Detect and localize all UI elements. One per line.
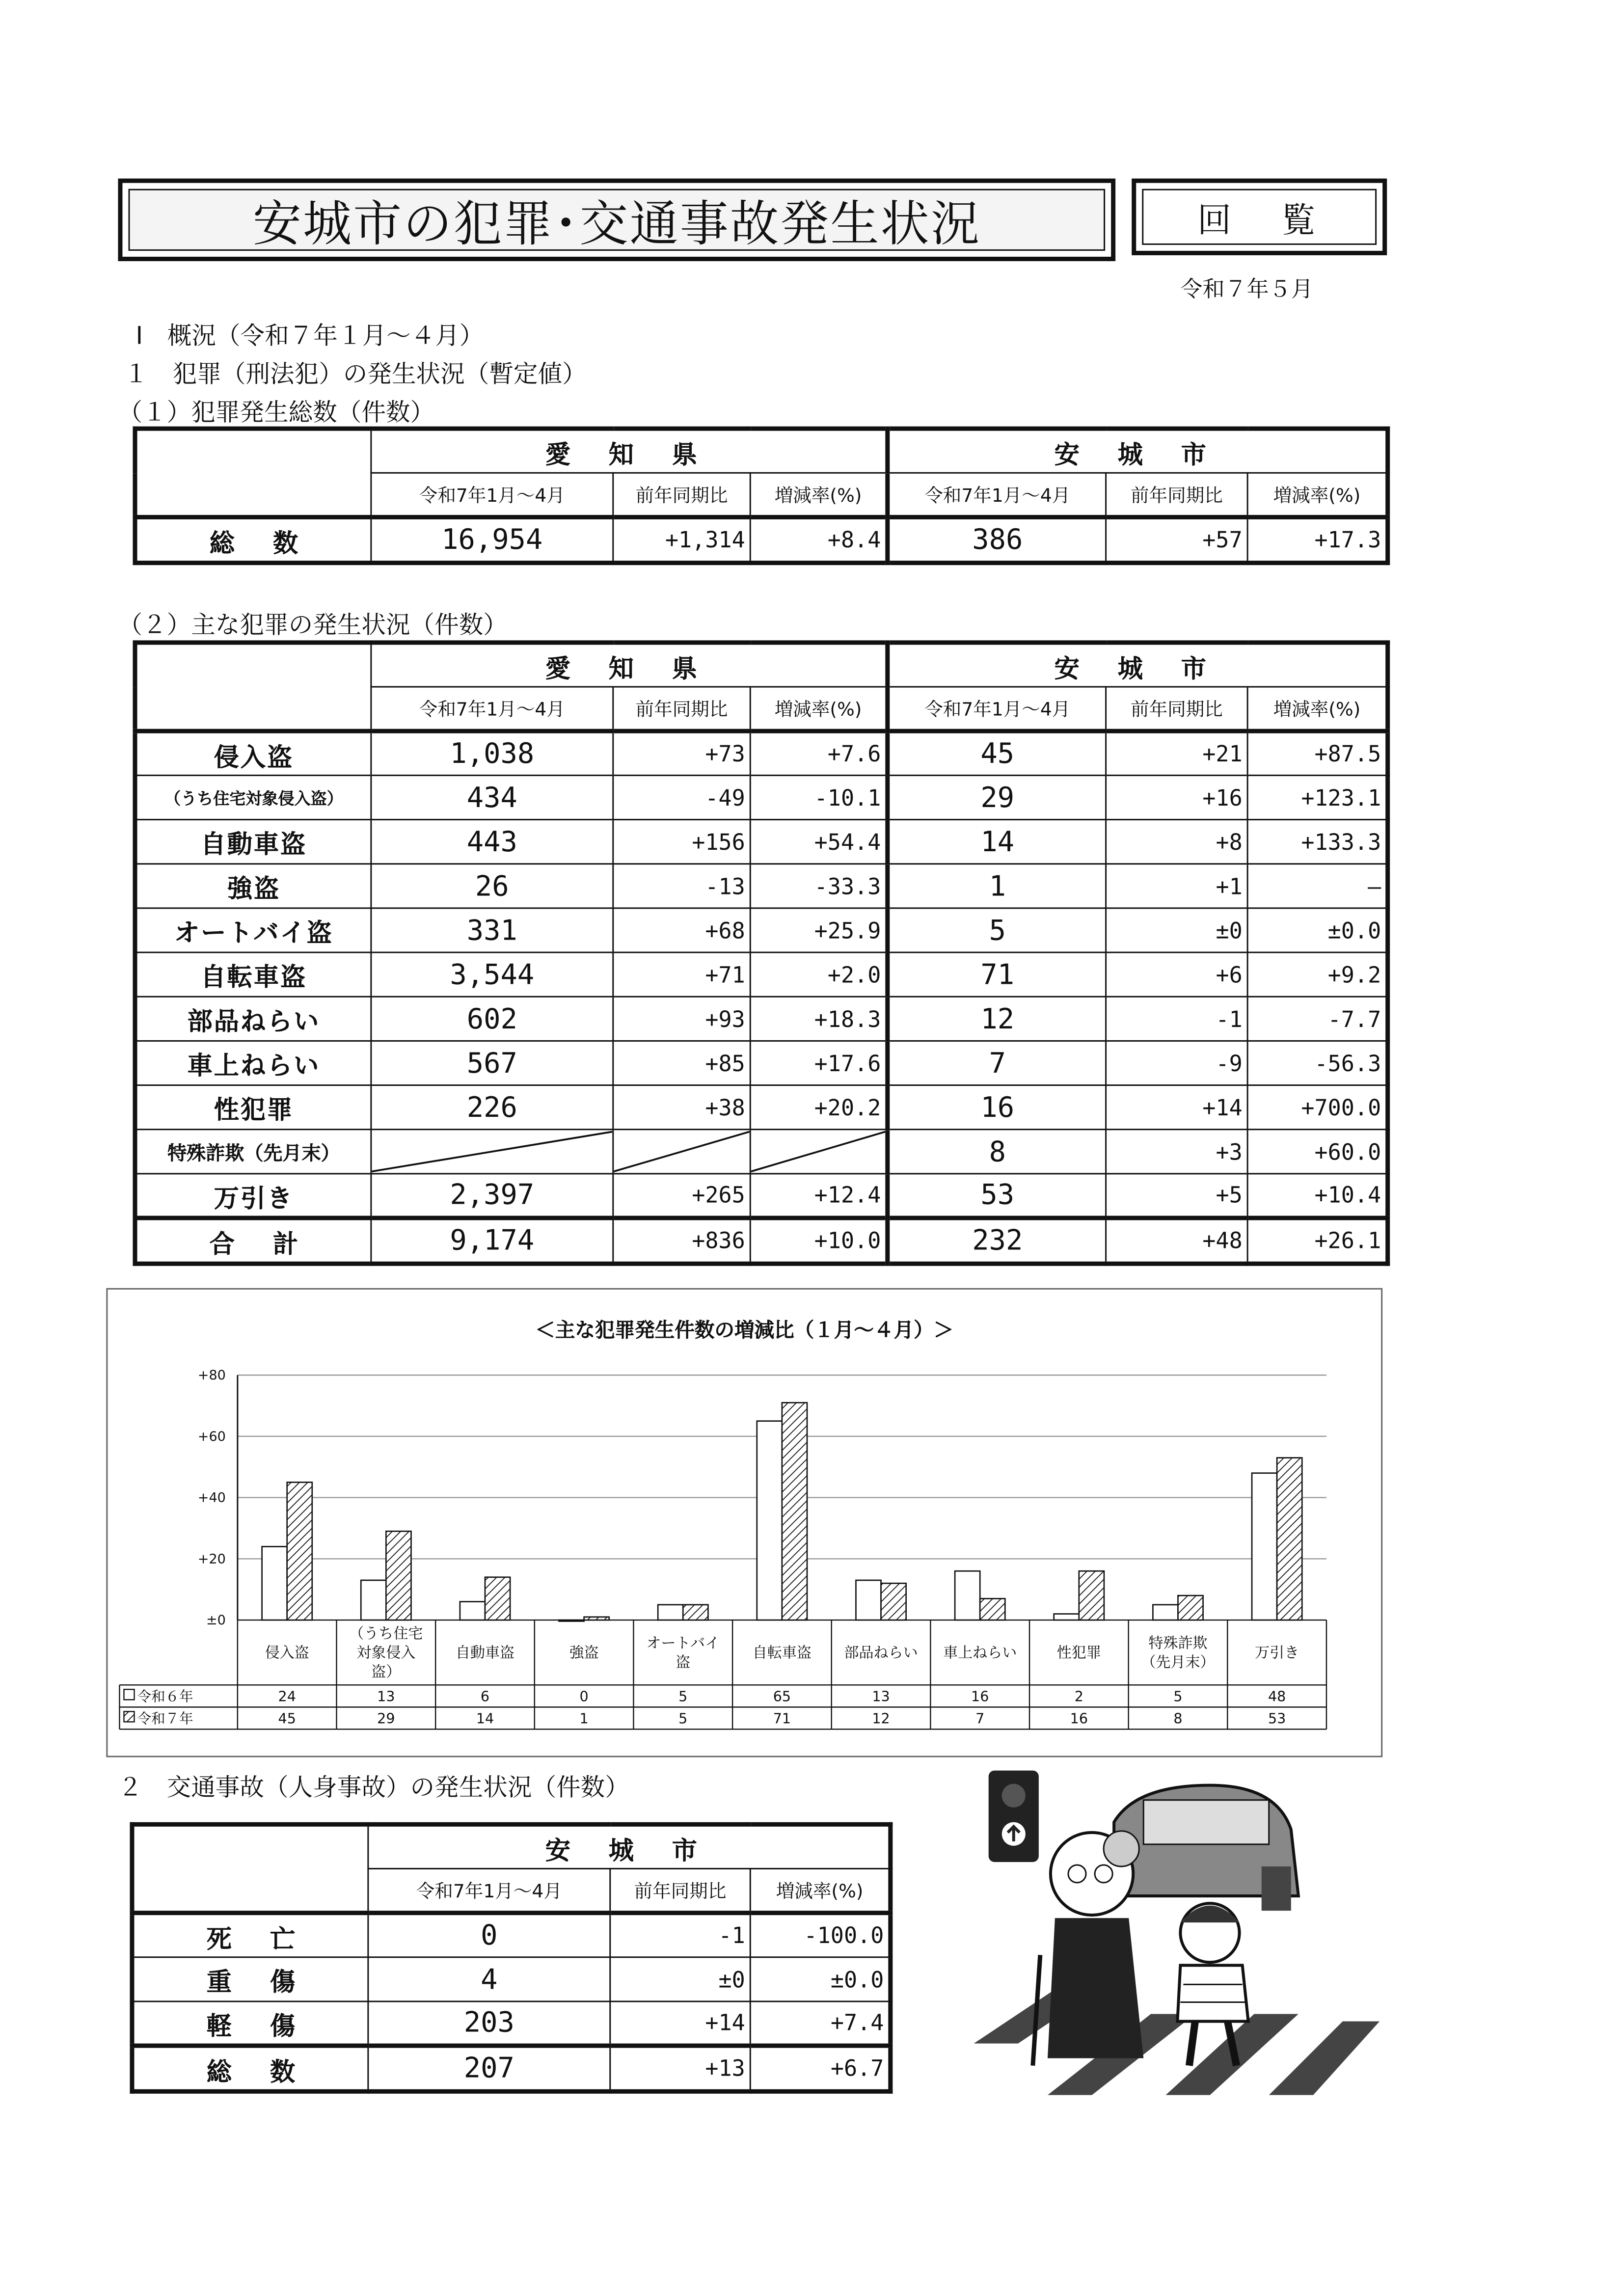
- anjo-rate: ―: [1247, 864, 1388, 908]
- row-label: オートバイ盗: [135, 908, 371, 952]
- anjo-diff: -1: [1106, 997, 1248, 1041]
- data-label: 13: [872, 1688, 890, 1705]
- table-row: [135, 1085, 1388, 1130]
- table-row: [135, 908, 1388, 952]
- bar-chart: [108, 1290, 1381, 1756]
- anjo-diff: +13: [610, 2046, 751, 2091]
- header-anjo: 安 城 市: [888, 643, 1388, 687]
- bar: [262, 1546, 287, 1620]
- data-label: 0: [579, 1688, 589, 1705]
- not-applicable-slash: [750, 1130, 888, 1174]
- anjo-diff: +5: [1106, 1174, 1248, 1218]
- data-label: 53: [1268, 1710, 1286, 1727]
- bar: [757, 1421, 782, 1620]
- anjo-rate: -100.0: [750, 1913, 891, 1957]
- aichi-count: 1,038: [371, 731, 613, 775]
- data-label: 13: [377, 1688, 395, 1705]
- row-label: 車上ねらい: [135, 1041, 371, 1085]
- bar: [1054, 1614, 1079, 1620]
- data-label: 14: [476, 1710, 494, 1727]
- header-anjo: 安 城 市: [888, 429, 1388, 473]
- aichi-count: 602: [371, 997, 613, 1041]
- x-tick-label: （うち住宅: [349, 1625, 423, 1643]
- heading-overview: Ⅰ 概況（令和７年１月～４月）: [135, 322, 484, 350]
- data-label: 5: [678, 1710, 688, 1727]
- circulation-box: [1132, 179, 1387, 255]
- aichi-diff: +93: [613, 997, 751, 1041]
- anjo-count: 29: [888, 775, 1106, 819]
- heading-total-crime: （１）犯罪発生総数（件数）: [118, 398, 435, 427]
- bar: [955, 1571, 980, 1620]
- anjo-count: 16: [888, 1085, 1106, 1130]
- grandmother-icon: [1033, 1831, 1143, 2066]
- col-rate: 増減率(%): [750, 687, 888, 731]
- col-period: 令和7年1月～4月: [371, 473, 613, 517]
- header-aichi: 愛 知 県: [371, 429, 888, 473]
- table-row: [135, 517, 1388, 563]
- car-icon: [1114, 1785, 1298, 1911]
- aichi-diff: +156: [613, 820, 751, 864]
- col-yoy: 前年同期比: [1106, 473, 1248, 517]
- anjo-count: 1: [888, 864, 1106, 908]
- bar: [1277, 1458, 1302, 1621]
- row-label: 総数: [132, 2046, 368, 2091]
- chart-title: ＜主な犯罪発生件数の増減比（１月～４月）＞: [535, 1319, 954, 1343]
- x-tick-label: 強盗: [569, 1644, 599, 1662]
- anjo-rate: +700.0: [1247, 1085, 1388, 1130]
- aichi-diff: +836: [613, 1218, 751, 1264]
- data-label: 8: [1173, 1710, 1183, 1727]
- row-label: （うち住宅対象侵入盗）: [135, 775, 371, 819]
- aichi-diff: -13: [613, 864, 751, 908]
- anjo-diff: -1: [610, 1913, 751, 1957]
- aichi-rate: +18.3: [750, 997, 888, 1041]
- anjo-count: 45: [888, 731, 1106, 775]
- circulation-label: 回覧: [1142, 189, 1377, 245]
- bar: [386, 1531, 411, 1620]
- heading-traffic: ２ 交通事故（人身事故）の発生状況（件数）: [118, 1773, 629, 1802]
- page-title: 安城市の犯罪･交通事故発生状況: [128, 189, 1105, 251]
- aichi-rate: +25.9: [750, 908, 888, 952]
- aichi-rate: +20.2: [750, 1085, 888, 1130]
- col-period: 令和7年1月～4月: [368, 1868, 610, 1913]
- anjo-count: 7: [888, 1041, 1106, 1085]
- total-crime-table: [133, 427, 1390, 566]
- table-corner: [135, 429, 371, 517]
- row-label: 合計: [135, 1218, 371, 1264]
- aichi-count: 567: [371, 1041, 613, 1085]
- aichi-count: 9,174: [371, 1218, 613, 1264]
- data-label: 29: [377, 1710, 395, 1727]
- legend-swatch: [124, 1689, 134, 1700]
- anjo-rate: +7.4: [750, 2001, 891, 2046]
- table-row: [135, 820, 1388, 864]
- bar: [1252, 1473, 1277, 1620]
- anjo-count: 71: [888, 952, 1106, 997]
- anjo-diff: +8: [1106, 820, 1248, 864]
- table-row: [135, 864, 1388, 908]
- bar: [980, 1598, 1005, 1620]
- aichi-count: 226: [371, 1085, 613, 1130]
- x-tick-label: 車上ねらい: [943, 1644, 1017, 1662]
- aichi-diff: +68: [613, 908, 751, 952]
- anjo-rate: +26.1: [1247, 1218, 1388, 1264]
- y-tick-label: +20: [197, 1551, 226, 1567]
- table-row: [135, 1041, 1388, 1085]
- bar: [856, 1580, 881, 1620]
- data-label: 5: [1173, 1688, 1183, 1705]
- anjo-diff: -9: [1106, 1041, 1248, 1085]
- x-tick-label: オートバイ: [646, 1635, 720, 1652]
- row-label: 重傷: [132, 1957, 368, 2001]
- anjo-count: 53: [888, 1174, 1106, 1218]
- aichi-rate: +7.6: [750, 731, 888, 775]
- data-label: 6: [480, 1688, 490, 1705]
- not-applicable-slash: [613, 1130, 751, 1174]
- data-label: 48: [1268, 1688, 1286, 1705]
- col-yoy: 前年同期比: [613, 473, 751, 517]
- x-tick-label: 性犯罪: [1056, 1644, 1101, 1662]
- table-row: [135, 952, 1388, 997]
- aichi-diff: +85: [613, 1041, 751, 1085]
- col-rate: 増減率(%): [750, 1868, 891, 1913]
- anjo-rate: +133.3: [1247, 820, 1388, 864]
- data-label: 16: [971, 1688, 989, 1705]
- aichi-diff: -49: [613, 775, 751, 819]
- anjo-diff: +1: [1106, 864, 1248, 908]
- row-label: 侵入盗: [135, 731, 371, 775]
- anjo-diff: +3: [1106, 1130, 1248, 1174]
- data-label: 2: [1074, 1688, 1083, 1705]
- bar: [584, 1617, 609, 1620]
- anjo-diff: +6: [1106, 952, 1248, 997]
- bar: [1079, 1571, 1104, 1620]
- row-label: 万引き: [135, 1174, 371, 1218]
- x-tick-label: 盗: [676, 1654, 691, 1672]
- y-tick-label: +60: [197, 1429, 226, 1444]
- x-tick-label: 侵入盗: [265, 1644, 309, 1662]
- table-row: [135, 1174, 1388, 1218]
- anjo-rate: -56.3: [1247, 1041, 1388, 1085]
- table-row: [135, 1130, 1388, 1174]
- legend-label: 令和６年: [137, 1688, 193, 1705]
- not-applicable-slash: [371, 1130, 613, 1174]
- row-label: 死亡: [132, 1913, 368, 1957]
- col-rate: 増減率(%): [750, 473, 888, 517]
- aichi-rate: +8.4: [750, 517, 888, 563]
- data-label: 7: [975, 1710, 985, 1727]
- aichi-count: 443: [371, 820, 613, 864]
- anjo-diff: +14: [610, 2001, 751, 2046]
- table-row: [132, 1913, 891, 1957]
- bar: [683, 1605, 708, 1620]
- table-corner: [132, 1824, 368, 1913]
- anjo-diff: +57: [1106, 517, 1248, 563]
- data-label: 16: [1070, 1710, 1088, 1727]
- chart-frame: [106, 1288, 1382, 1757]
- bar: [485, 1577, 510, 1620]
- data-label: 45: [278, 1710, 296, 1727]
- aichi-rate: +17.6: [750, 1041, 888, 1085]
- col-yoy: 前年同期比: [1106, 687, 1248, 731]
- col-rate: 増減率(%): [1247, 473, 1388, 517]
- anjo-count: 5: [888, 908, 1106, 952]
- y-tick-label: +80: [197, 1368, 226, 1383]
- anjo-diff: ±0: [1106, 908, 1248, 952]
- row-label: 部品ねらい: [135, 997, 371, 1041]
- anjo-count: 14: [888, 820, 1106, 864]
- anjo-diff: +14: [1106, 1085, 1248, 1130]
- anjo-diff: +48: [1106, 1218, 1248, 1264]
- table-corner: [135, 643, 371, 731]
- col-rate: 増減率(%): [1247, 687, 1388, 731]
- col-yoy: 前年同期比: [613, 687, 751, 731]
- x-tick-label: 特殊詐欺: [1148, 1635, 1208, 1652]
- pedestrian-crossing-illustration: [974, 1763, 1387, 2095]
- aichi-rate: +2.0: [750, 952, 888, 997]
- legend-swatch: [124, 1711, 134, 1722]
- col-period: 令和7年1月～4月: [371, 687, 613, 731]
- x-tick-label: 自動車盗: [455, 1644, 515, 1662]
- col-period: 令和7年1月～4月: [888, 473, 1106, 517]
- anjo-diff: ±0: [610, 1957, 751, 2001]
- issue-date: 令和７年５月: [1180, 276, 1313, 303]
- anjo-rate: +87.5: [1247, 731, 1388, 775]
- data-label: 1: [579, 1710, 589, 1727]
- data-label: 71: [773, 1710, 791, 1727]
- anjo-rate: +9.2: [1247, 952, 1388, 997]
- anjo-rate: +17.3: [1247, 517, 1388, 563]
- row-label: 特殊詐欺（先月末）: [135, 1130, 371, 1174]
- aichi-rate: -33.3: [750, 864, 888, 908]
- row-label: 強盗: [135, 864, 371, 908]
- heading-crime: １ 犯罪（刑法犯）の発生状況（暫定値）: [124, 360, 587, 388]
- table-row: [132, 2001, 891, 2046]
- anjo-count: 203: [368, 2001, 610, 2046]
- data-label: 65: [773, 1688, 791, 1705]
- aichi-diff: +71: [613, 952, 751, 997]
- anjo-rate: -7.7: [1247, 997, 1388, 1041]
- anjo-count: 386: [888, 517, 1106, 563]
- anjo-count: 232: [888, 1218, 1106, 1264]
- col-period: 令和7年1月～4月: [888, 687, 1106, 731]
- anjo-rate: +10.4: [1247, 1174, 1388, 1218]
- bar: [559, 1620, 584, 1621]
- aichi-count: 331: [371, 908, 613, 952]
- aichi-count: 434: [371, 775, 613, 819]
- anjo-rate: +60.0: [1247, 1130, 1388, 1174]
- title-box: [118, 179, 1115, 261]
- anjo-diff: +21: [1106, 731, 1248, 775]
- anjo-count: 4: [368, 1957, 610, 2001]
- aichi-diff: +73: [613, 731, 751, 775]
- row-label: 自動車盗: [135, 820, 371, 864]
- table-row-total: [135, 1218, 1388, 1264]
- anjo-rate: +123.1: [1247, 775, 1388, 819]
- anjo-rate: ±0.0: [750, 1957, 891, 2001]
- aichi-rate: +12.4: [750, 1174, 888, 1218]
- header-aichi: 愛 知 県: [371, 643, 888, 687]
- bar: [881, 1583, 906, 1620]
- aichi-count: 26: [371, 864, 613, 908]
- bar: [1178, 1595, 1203, 1620]
- anjo-rate: ±0.0: [1247, 908, 1388, 952]
- bar: [658, 1605, 683, 1620]
- anjo-count: 0: [368, 1913, 610, 1957]
- bar: [782, 1403, 807, 1620]
- bar: [1153, 1605, 1178, 1620]
- legend-label: 令和７年: [137, 1710, 193, 1727]
- row-label: 性犯罪: [135, 1085, 371, 1130]
- y-tick-label: ±0: [206, 1613, 226, 1628]
- anjo-diff: +16: [1106, 775, 1248, 819]
- aichi-rate: -10.1: [750, 775, 888, 819]
- bar: [460, 1602, 485, 1620]
- traffic-signal-icon: [989, 1771, 1039, 1862]
- x-tick-label: （先月末）: [1141, 1654, 1215, 1672]
- anjo-rate: +6.7: [750, 2046, 891, 2091]
- x-tick-label: 自転車盗: [752, 1644, 812, 1662]
- row-label: 軽傷: [132, 2001, 368, 2046]
- col-yoy: 前年同期比: [610, 1868, 751, 1913]
- row-label: 自転車盗: [135, 952, 371, 997]
- anjo-count: 8: [888, 1130, 1106, 1174]
- data-label: 24: [278, 1688, 296, 1705]
- x-tick-label: 万引き: [1255, 1644, 1299, 1662]
- aichi-count: 2,397: [371, 1174, 613, 1218]
- traffic-table: [130, 1822, 893, 2094]
- aichi-rate: +54.4: [750, 820, 888, 864]
- table-row: [135, 997, 1388, 1041]
- aichi-diff: +38: [613, 1085, 751, 1130]
- heading-main-crime: （２）主な犯罪の発生状況（件数）: [118, 611, 508, 639]
- main-crime-table: [133, 640, 1390, 1266]
- x-tick-label: 対象侵入: [356, 1644, 416, 1662]
- table-row: [135, 775, 1388, 819]
- data-label: 5: [678, 1688, 688, 1705]
- aichi-count: 3,544: [371, 952, 613, 997]
- row-label: 総数: [135, 517, 371, 563]
- x-tick-label: 盗）: [371, 1663, 401, 1681]
- table-row: [132, 2046, 891, 2091]
- aichi-count: 16,954: [371, 517, 613, 563]
- anjo-count: 12: [888, 997, 1106, 1041]
- anjo-count: 207: [368, 2046, 610, 2091]
- aichi-diff: +265: [613, 1174, 751, 1218]
- x-tick-label: 部品ねらい: [844, 1644, 918, 1662]
- aichi-rate: +10.0: [750, 1218, 888, 1264]
- table-row: [132, 1957, 891, 2001]
- aichi-diff: +1,314: [613, 517, 751, 563]
- bar: [361, 1580, 386, 1620]
- bar: [287, 1482, 312, 1620]
- table-row: [135, 731, 1388, 775]
- data-label: 12: [872, 1710, 890, 1727]
- header-anjo: 安 城 市: [368, 1824, 891, 1868]
- y-tick-label: +40: [197, 1490, 226, 1506]
